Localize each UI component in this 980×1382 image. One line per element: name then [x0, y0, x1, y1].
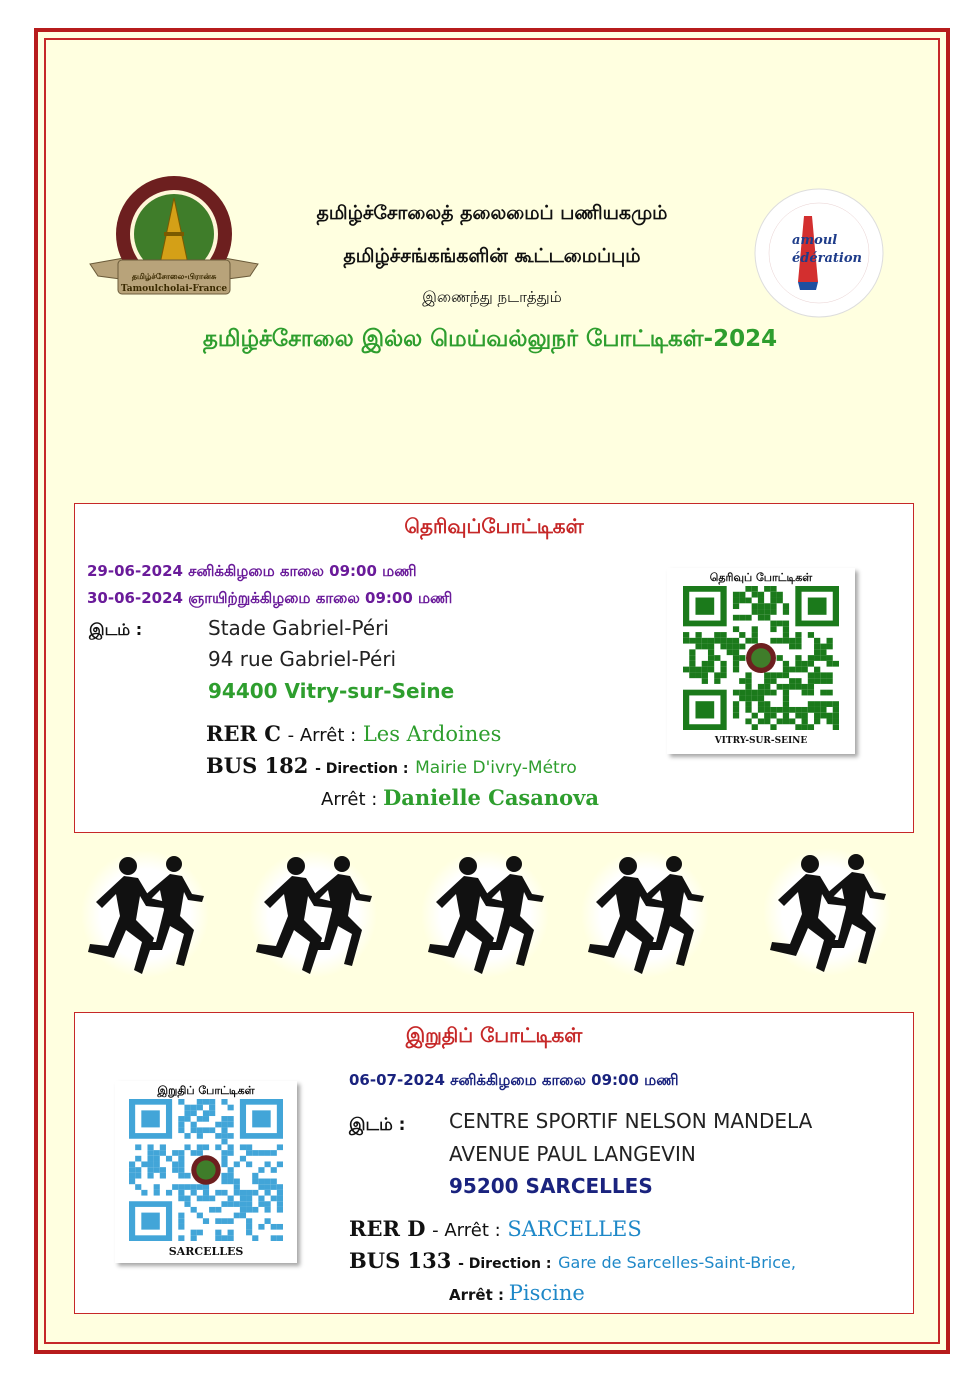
- qualifiers-address-1: Stade Gabriel-Péri: [208, 616, 389, 640]
- runner-pair-3: [421, 850, 549, 978]
- finals-bus-stop: Piscine: [508, 1281, 585, 1305]
- finals-qr-caption: SARCELLES: [168, 1245, 244, 1258]
- finals-place-label: இடம் :: [349, 1115, 406, 1135]
- finals-address-1: CENTRE SPORTIF NELSON MANDELA: [449, 1109, 813, 1133]
- qualifiers-date-2: 30-06-2024 ஞாயிற்றுக்கிழமை காலை 09:00 மணி: [87, 589, 453, 607]
- qualifiers-qr-title: தெரிவுப் போட்டிகள்: [709, 571, 813, 584]
- logo-left-french-text: Tamoulcholai-France: [120, 284, 228, 294]
- qualifiers-bus-stop: Danielle Casanova: [383, 785, 599, 810]
- finals-bus-line: [349, 1248, 796, 1273]
- finals-qr-card[interactable]: [115, 1081, 297, 1263]
- header-line-2: தமிழ்ச்சங்கங்களின் கூட்டமைப்பும்: [343, 245, 641, 267]
- finals-bus-label: BUS 133: [349, 1248, 452, 1273]
- qualifiers-heading: தெரிவுப்போட்டிகள்: [404, 514, 584, 538]
- federation-logo: [752, 186, 886, 320]
- finals-address-3: 95200 SARCELLES: [449, 1174, 653, 1198]
- qualifiers-qr-caption: VITRY-SUR-SEINE: [714, 736, 808, 746]
- finals-bus-dir: Gare de Sarcelles-Saint-Brice,: [558, 1253, 796, 1272]
- qualifiers-qr-card[interactable]: [667, 568, 855, 754]
- qualifiers-rer-line: [206, 721, 501, 746]
- qualifiers-bus-stop-label: Arrêt :: [321, 789, 378, 810]
- finals-box: [74, 1012, 914, 1314]
- finals-address-2: AVENUE PAUL LANGEVIN: [449, 1142, 696, 1166]
- qualifiers-place-label: இடம் :: [89, 620, 143, 639]
- qualifiers-address-3: 94400 Vitry-sur-Seine: [208, 679, 455, 703]
- finals-bus-dir-label: - Direction :: [458, 1256, 552, 1272]
- finals-qr-code[interactable]: [129, 1099, 283, 1241]
- finals-rer-stop-label: - Arrêt :: [432, 1220, 501, 1241]
- runner-pair-2: [249, 850, 377, 978]
- qualifiers-address-2: 94 rue Gabriel-Péri: [208, 647, 397, 671]
- qualifiers-bus-line: [206, 753, 577, 778]
- finals-qr-title: இறுதிப் போட்டிகள்: [157, 1084, 255, 1097]
- qualifiers-rer-label: RER C: [206, 721, 281, 746]
- event-title: தமிழ்ச்சோலை இல்ல மெய்வல்லுநர் போட்டிகள்-2024: [202, 326, 778, 352]
- runner-pair-4: [581, 850, 709, 978]
- header-line-3: இணைந்து நடாத்தும்: [422, 288, 562, 306]
- qualifiers-bus-label: BUS 182: [206, 753, 309, 778]
- runner-pair-5: [763, 848, 891, 976]
- finals-date-1: 06-07-2024 சனிக்கிழமை காலை 09:00 மணி: [349, 1071, 679, 1089]
- qualifiers-bus-stop-line: [321, 785, 599, 810]
- runners-strip: [80, 840, 910, 988]
- finals-rer-label: RER D: [349, 1216, 426, 1241]
- qualifiers-rer-stop-label: - Arrêt :: [287, 725, 357, 746]
- finals-rer-stop: SARCELLES: [507, 1217, 642, 1241]
- runner-pair-1: [81, 850, 209, 978]
- qualifiers-bus-dir-label: - Direction :: [315, 761, 409, 777]
- header-line-1: தமிழ்ச்சோலைத் தலைமைப் பணியகமும்: [316, 202, 668, 224]
- qualifiers-qr-code[interactable]: [683, 586, 839, 730]
- tamoulcholai-logo: [88, 176, 260, 304]
- qualifiers-rer-stop: Les Ardoines: [362, 722, 502, 746]
- qualifiers-box: [74, 503, 914, 833]
- qualifiers-date-1: 29-06-2024 சனிக்கிழமை காலை 09:00 மணி: [87, 562, 417, 580]
- logo-left-tamil-text: தமிழ்ச்சோலை-பிரான்சு: [131, 272, 217, 281]
- qualifiers-bus-dir: Mairie D'ivry-Métro: [415, 758, 577, 778]
- finals-rer-line: [349, 1216, 642, 1241]
- logo-right-text: amoul édération: [792, 233, 862, 266]
- finals-heading: இறுதிப் போட்டிகள்: [405, 1023, 583, 1047]
- finals-bus-stop-label: Arrêt :: [449, 1286, 504, 1304]
- finals-bus-stop-line: [449, 1281, 585, 1305]
